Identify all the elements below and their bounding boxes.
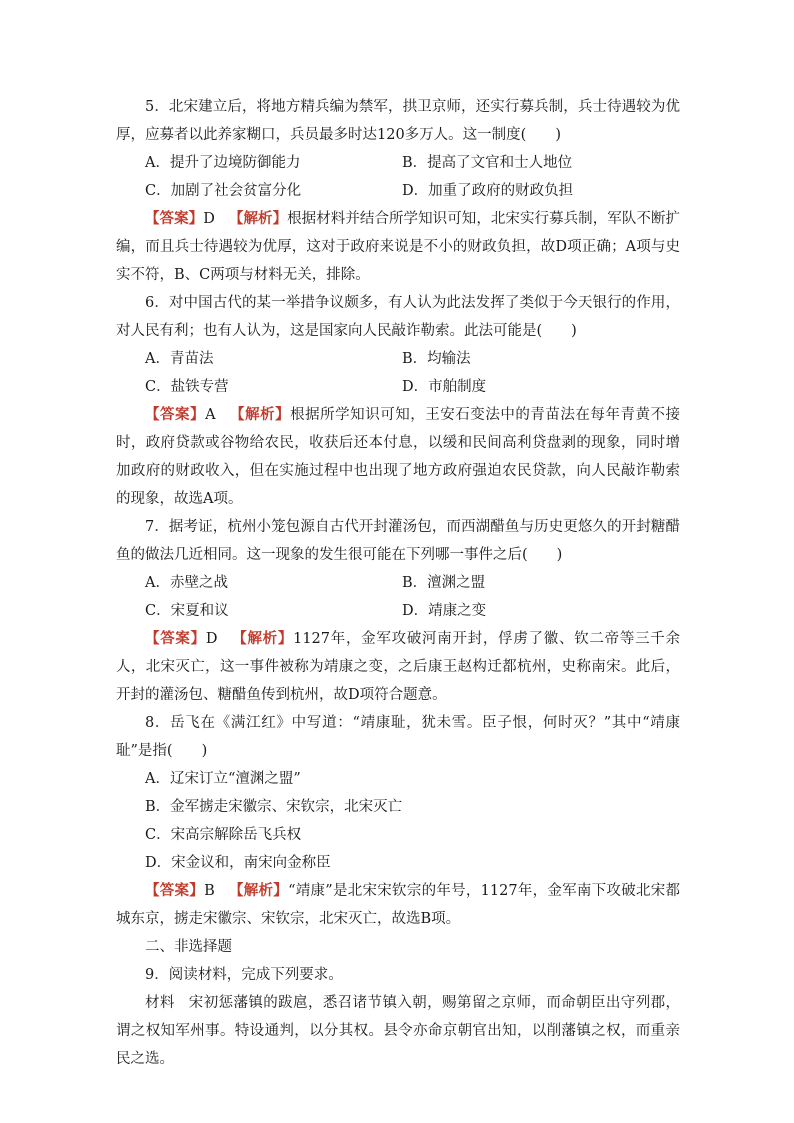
question-5-analysis-text: 根据材料并结合所学知识可知，北宋实行募兵制，军队不断扩编，而且兵士待遇较为优厚，这对于政府来说是不小的财政负担，故D项正确；A项与史实不符，B、C两项与材料无关，排除。: [116, 211, 681, 283]
question-8-analysis-text: “靖康”是北宋宋钦宗的年号，1127年，金军南下攻破北宋都城东京，掳走宋徽宗、宋钦宗，北宋灭亡，故选B项。: [116, 883, 681, 927]
question-7-options-row-1: [116, 569, 680, 597]
answer-tag: 【答案】: [145, 630, 206, 647]
question-7-option-b: B．澶渊之盟: [402, 575, 486, 591]
question-7-analysis-text: 1127年，金军攻破河南开封，俘虏了徽、钦二帝等三千余人，北宋灭亡，这一事件被称为靖康之变，之后康王赵构迁都杭州，史称南宋。此后，开封的灌汤包、糖醋鱼传到杭州，故D项符合题意。: [116, 631, 681, 703]
analysis-tag: 【解析】: [231, 630, 294, 647]
question-5-option-a: A．提升了边境防御能力: [145, 155, 301, 171]
answer-tag: 【答案】: [145, 210, 204, 227]
question-6-option-a: A．青苗法: [145, 351, 214, 367]
question-8-option-b: B．金军掳走宋徽宗、宋钦宗，北宋灭亡: [145, 799, 403, 815]
question-8-option-d: D．宋金议和，南宋向金称臣: [145, 855, 331, 871]
question-9-stem: 9．阅读材料，完成下列要求。: [145, 967, 343, 983]
question-5-answer-block: [116, 205, 680, 289]
question-6: [116, 289, 680, 513]
analysis-tag: 【解析】: [229, 406, 291, 423]
question-6-answer-block: [116, 401, 680, 513]
question-5-stem: 5．北宋建立后，将地方精兵编为禁军，拱卫京师，还实行募兵制，兵士待遇较为优厚，应募者以此养家糊口，兵员最多时达120多万人。这一制度( ): [116, 99, 680, 143]
question-7-answer-block: [116, 625, 680, 709]
question-6-option-d: D．市舶制度: [402, 379, 487, 395]
question-7-stem: 7．据考证，杭州小笼包源自古代开封灌汤包，而西湖醋鱼与历史更悠久的开封糖醋鱼的做法几近相同。这一现象的发生很可能在下列哪一事件之后( ): [116, 519, 680, 563]
analysis-tag: 【解析】: [228, 210, 288, 227]
question-7-option-c: C．宋夏和议: [145, 603, 229, 619]
question-7-options-row-2: [116, 597, 680, 625]
question-7-answer-letter: D: [205, 631, 218, 647]
question-8-answer-block: [116, 877, 680, 933]
question-8: [116, 709, 680, 933]
question-5-options-row-1: [116, 149, 680, 177]
question-5-option-c: C．加剧了社会贫富分化: [145, 183, 302, 199]
question-6-answer-letter: A: [205, 407, 216, 423]
question-6-option-b: B．均输法: [402, 351, 471, 367]
question-6-analysis-text: 根据所学知识可知，王安石变法中的青苗法在每年青黄不接时，政府贷款或谷物给农民，收获后还本付息，以缓和民间高利贷盘剥的现象，同时增加政府的财政收入，但在实施过程中也出现了地方政府强迫农民贷款，向人民敲诈勒索的现象，故选A项。: [116, 407, 681, 507]
section-2-title: 二、非选择题: [145, 939, 232, 955]
question-7-option-d: D．靖康之变: [402, 603, 487, 619]
material-label: 材料: [145, 995, 175, 1011]
document-page: [116, 93, 680, 1073]
answer-tag: 【答案】: [145, 406, 206, 423]
question-5-options-row-2: [116, 177, 680, 205]
question-5-option-d: D．加重了政府的财政负担: [402, 183, 574, 199]
question-8-answer-letter: B: [204, 883, 215, 899]
answer-tag: 【答案】: [145, 882, 205, 899]
question-7-option-a: A．赤壁之战: [145, 575, 228, 591]
question-8-option-c: C．宋高宗解除岳飞兵权: [145, 827, 302, 843]
question-5: [116, 93, 680, 289]
question-8-stem: 8．岳飞在《满江红》中写道：“靖康耻，犹未雪。臣子恨，何时灭？”其中“靖康耻”是指( ): [116, 715, 680, 759]
question-5-answer-letter: D: [203, 211, 215, 227]
question-6-options-row-1: [116, 345, 680, 373]
question-5-option-b: B．提高了文官和士人地位: [402, 155, 573, 171]
question-6-stem: 6．对中国古代的某一举措争议颇多，有人认为此法发挥了类似于今天银行的作用，对人民有利；也有人认为，这是国家向人民敲诈勒索。此法可能是( ): [116, 295, 680, 339]
question-7: [116, 513, 680, 709]
material-text: 宋初惩藩镇的跋扈，悉召诸节镇入朝，赐第留之京师，而命朝臣出守列郡，谓之权知军州事。特设通判，以分其权。县令亦命京朝官出知，以削藩镇之权，而重亲民之选。: [116, 995, 680, 1067]
question-6-options-row-2: [116, 373, 680, 401]
analysis-tag: 【解析】: [228, 882, 289, 899]
question-8-option-a: A．辽宋订立“澶渊之盟”: [145, 771, 301, 787]
question-6-option-c: C．盐铁专营: [145, 379, 229, 395]
question-9-material: [116, 989, 680, 1073]
